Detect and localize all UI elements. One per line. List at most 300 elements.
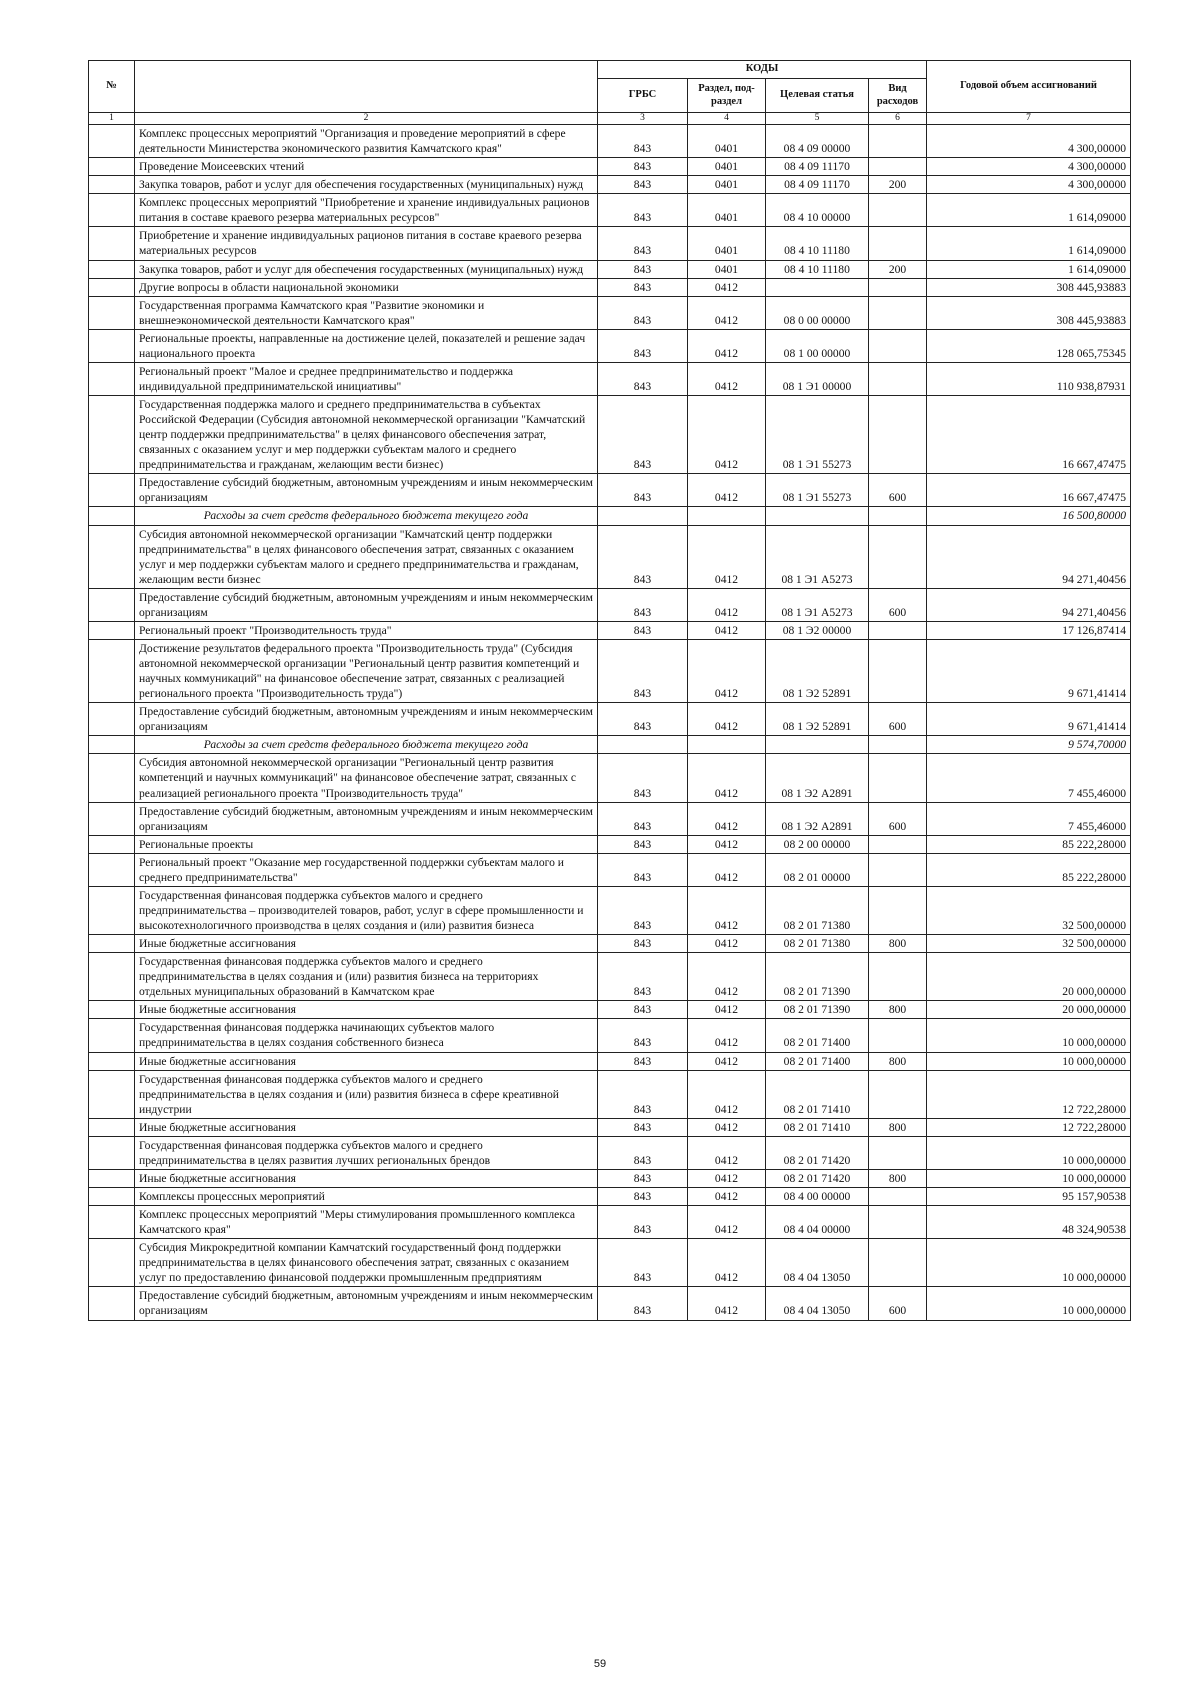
cell-section: 0412 — [688, 1239, 766, 1287]
table-row — [89, 296, 1131, 329]
column-number: 6 — [869, 113, 927, 125]
cell-name: Закупка товаров, работ и услуг для обеспечения государственных (муниципальных) нужд — [135, 260, 598, 278]
table-row — [89, 525, 1131, 588]
cell-exp-type — [869, 1206, 927, 1239]
cell-exp-type: 600 — [869, 703, 927, 736]
cell-name: Предоставление субсидий бюджетным, автономным учреждениям и иным некоммерческим организациям — [135, 588, 598, 621]
header-exp-type: Вид расходов — [869, 79, 927, 113]
table-row — [89, 227, 1131, 260]
cell-no — [89, 886, 135, 934]
cell-exp-type — [869, 853, 927, 886]
table-row — [89, 853, 1131, 886]
cell-name: Иные бюджетные ассигнования — [135, 935, 598, 953]
cell-section: 0412 — [688, 802, 766, 835]
cell-target: 08 2 01 71400 — [766, 1019, 869, 1052]
table-row — [89, 1118, 1131, 1136]
cell-target: 08 2 01 71380 — [766, 886, 869, 934]
cell-section — [688, 507, 766, 525]
cell-grbs: 843 — [598, 588, 688, 621]
cell-target: 08 2 01 71390 — [766, 953, 869, 1001]
budget-table — [88, 60, 1131, 1321]
cell-amount: 16 500,80000 — [927, 507, 1131, 525]
cell-target: 08 1 Э1 55273 — [766, 474, 869, 507]
cell-no — [89, 1001, 135, 1019]
cell-section: 0412 — [688, 853, 766, 886]
table-row — [89, 125, 1131, 158]
cell-target: 08 1 Э1 А5273 — [766, 588, 869, 621]
cell-grbs: 843 — [598, 1169, 688, 1187]
cell-no — [89, 329, 135, 362]
cell-amount: 16 667,47475 — [927, 396, 1131, 474]
cell-amount: 10 000,00000 — [927, 1052, 1131, 1070]
cell-grbs: 843 — [598, 1052, 688, 1070]
table-row — [89, 1019, 1131, 1052]
cell-exp-type — [869, 736, 927, 754]
cell-amount: 85 222,28000 — [927, 835, 1131, 853]
cell-section: 0412 — [688, 1287, 766, 1320]
cell-amount: 10 000,00000 — [927, 1287, 1131, 1320]
table-row — [89, 639, 1131, 702]
cell-grbs: 843 — [598, 802, 688, 835]
cell-name: Комплекс процессных мероприятий "Меры стимулирования промышленного комплекса Камчатского края" — [135, 1206, 598, 1239]
cell-exp-type — [869, 296, 927, 329]
table-row — [89, 1001, 1131, 1019]
cell-no — [89, 176, 135, 194]
cell-grbs: 843 — [598, 1188, 688, 1206]
cell-grbs: 843 — [598, 329, 688, 362]
cell-target: 08 2 00 00000 — [766, 835, 869, 853]
cell-no — [89, 1052, 135, 1070]
cell-amount: 85 222,28000 — [927, 853, 1131, 886]
cell-amount: 1 614,09000 — [927, 194, 1131, 227]
cell-exp-type: 800 — [869, 1001, 927, 1019]
cell-exp-type: 800 — [869, 935, 927, 953]
cell-target: 08 4 00 00000 — [766, 1188, 869, 1206]
cell-no — [89, 260, 135, 278]
cell-no — [89, 507, 135, 525]
cell-name: Комплекс процессных мероприятий "Приобретение и хранение индивидуальных рационов питания в составе краевого резерва материальных ресурсов" — [135, 194, 598, 227]
cell-grbs: 843 — [598, 396, 688, 474]
cell-grbs: 843 — [598, 1118, 688, 1136]
cell-grbs: 843 — [598, 639, 688, 702]
cell-section: 0412 — [688, 639, 766, 702]
cell-no — [89, 362, 135, 395]
cell-no — [89, 1239, 135, 1287]
column-number: 7 — [927, 113, 1131, 125]
cell-amount: 32 500,00000 — [927, 935, 1131, 953]
cell-target: 08 1 Э2 52891 — [766, 639, 869, 702]
cell-grbs: 843 — [598, 1001, 688, 1019]
cell-grbs: 843 — [598, 176, 688, 194]
cell-amount: 10 000,00000 — [927, 1239, 1131, 1287]
cell-target: 08 4 10 11180 — [766, 227, 869, 260]
cell-section: 0412 — [688, 278, 766, 296]
cell-target: 08 1 00 00000 — [766, 329, 869, 362]
cell-section: 0412 — [688, 1070, 766, 1118]
cell-target: 08 1 Э2 А2891 — [766, 754, 869, 802]
table-row — [89, 194, 1131, 227]
cell-section: 0412 — [688, 588, 766, 621]
cell-exp-type — [869, 621, 927, 639]
cell-amount: 1 614,09000 — [927, 260, 1131, 278]
cell-grbs: 843 — [598, 835, 688, 853]
cell-exp-type — [869, 1239, 927, 1287]
cell-name: Расходы за счет средств федерального бюджета текущего года — [135, 736, 598, 754]
cell-name: Другие вопросы в области национальной экономики — [135, 278, 598, 296]
cell-target: 08 1 Э2 52891 — [766, 703, 869, 736]
cell-grbs: 843 — [598, 754, 688, 802]
table-row — [89, 935, 1131, 953]
cell-name: Комплексы процессных мероприятий — [135, 1188, 598, 1206]
cell-exp-type — [869, 362, 927, 395]
cell-target — [766, 278, 869, 296]
table-row — [89, 621, 1131, 639]
cell-target: 08 4 09 00000 — [766, 125, 869, 158]
cell-grbs: 843 — [598, 296, 688, 329]
cell-target: 08 4 10 00000 — [766, 194, 869, 227]
cell-name: Региональный проект "Малое и среднее предпринимательство и поддержка индивидуальной предпринимательской инициативы" — [135, 362, 598, 395]
cell-name: Комплекс процессных мероприятий "Организация и проведение мероприятий в сфере деятельности Министерства экономического развития Камчатского края" — [135, 125, 598, 158]
cell-amount: 12 722,28000 — [927, 1118, 1131, 1136]
cell-grbs: 843 — [598, 1019, 688, 1052]
cell-amount: 128 065,75345 — [927, 329, 1131, 362]
cell-amount: 48 324,90538 — [927, 1206, 1131, 1239]
cell-section: 0412 — [688, 953, 766, 1001]
cell-amount: 308 445,93883 — [927, 296, 1131, 329]
table-row — [89, 362, 1131, 395]
cell-no — [89, 1118, 135, 1136]
cell-name: Иные бюджетные ассигнования — [135, 1169, 598, 1187]
cell-section: 0412 — [688, 935, 766, 953]
cell-name: Государственная финансовая поддержка субъектов малого и среднего предпринимательства в целях создания и (или) развития бизнеса на территориях отдельных муниципальных образований в Камчатском крае — [135, 953, 598, 1001]
cell-section: 0412 — [688, 1169, 766, 1187]
cell-no — [89, 396, 135, 474]
cell-amount: 110 938,87931 — [927, 362, 1131, 395]
cell-grbs: 843 — [598, 194, 688, 227]
cell-name: Иные бюджетные ассигнования — [135, 1118, 598, 1136]
cell-amount: 9 574,70000 — [927, 736, 1131, 754]
cell-exp-type: 600 — [869, 802, 927, 835]
cell-amount: 10 000,00000 — [927, 1169, 1131, 1187]
cell-section: 0412 — [688, 1052, 766, 1070]
cell-amount: 4 300,00000 — [927, 125, 1131, 158]
cell-section: 0401 — [688, 227, 766, 260]
table-row — [89, 329, 1131, 362]
cell-grbs: 843 — [598, 125, 688, 158]
cell-no — [89, 639, 135, 702]
cell-grbs: 843 — [598, 278, 688, 296]
cell-no — [89, 296, 135, 329]
cell-target: 08 1 Э1 00000 — [766, 362, 869, 395]
cell-exp-type — [869, 158, 927, 176]
cell-amount: 7 455,46000 — [927, 802, 1131, 835]
header-annual: Годовой объем ассигнований — [927, 61, 1131, 113]
column-number: 2 — [135, 113, 598, 125]
cell-name: Субсидия Микрокредитной компании Камчатский государственный фонд поддержки предпринимательства в целях финансового обеспечения затрат, связанных с оказанием услуг по предоставлению финансовой поддержки промышленным предприятиям — [135, 1239, 598, 1287]
cell-no — [89, 802, 135, 835]
cell-no — [89, 1287, 135, 1320]
cell-name: Государственная финансовая поддержка субъектов малого и среднего предпринимательства – производителей товаров, работ, услуг в сфере промышленности и высокотехнологичного производства в целях создания и (или) развития бизнеса — [135, 886, 598, 934]
cell-no — [89, 194, 135, 227]
cell-exp-type — [869, 1188, 927, 1206]
cell-exp-type: 800 — [869, 1052, 927, 1070]
cell-grbs: 843 — [598, 474, 688, 507]
cell-no — [89, 1070, 135, 1118]
table-row — [89, 1239, 1131, 1287]
cell-amount: 7 455,46000 — [927, 754, 1131, 802]
table-row — [89, 176, 1131, 194]
cell-exp-type — [869, 396, 927, 474]
cell-amount: 9 671,41414 — [927, 703, 1131, 736]
cell-name: Приобретение и хранение индивидуальных рационов питания в составе краевого резерва материальных ресурсов — [135, 227, 598, 260]
cell-name: Проведение Моисеевских чтений — [135, 158, 598, 176]
cell-exp-type: 800 — [869, 1118, 927, 1136]
table-row — [89, 1188, 1131, 1206]
cell-no — [89, 953, 135, 1001]
table-row — [89, 474, 1131, 507]
cell-amount: 10 000,00000 — [927, 1019, 1131, 1052]
cell-name: Закупка товаров, работ и услуг для обеспечения государственных (муниципальных) нужд — [135, 176, 598, 194]
cell-no — [89, 935, 135, 953]
cell-exp-type — [869, 1070, 927, 1118]
column-number: 3 — [598, 113, 688, 125]
cell-no — [89, 1136, 135, 1169]
cell-amount: 9 671,41414 — [927, 639, 1131, 702]
cell-section: 0412 — [688, 396, 766, 474]
column-number: 1 — [89, 113, 135, 125]
cell-exp-type — [869, 329, 927, 362]
cell-name: Региональный проект "Оказание мер государственной поддержки субъектам малого и среднего предпринимательства" — [135, 853, 598, 886]
table-row — [89, 588, 1131, 621]
cell-target: 08 4 04 00000 — [766, 1206, 869, 1239]
cell-name: Предоставление субсидий бюджетным, автономным учреждениям и иным некоммерческим организациям — [135, 703, 598, 736]
cell-section — [688, 736, 766, 754]
cell-no — [89, 703, 135, 736]
page-number: 59 — [593, 1658, 607, 1670]
cell-target: 08 2 01 71390 — [766, 1001, 869, 1019]
cell-grbs: 843 — [598, 158, 688, 176]
cell-amount: 308 445,93883 — [927, 278, 1131, 296]
cell-name: Государственная финансовая поддержка начинающих субъектов малого предпринимательства в целях создания собственного бизнеса — [135, 1019, 598, 1052]
cell-grbs: 843 — [598, 953, 688, 1001]
table-row — [89, 1052, 1131, 1070]
cell-section: 0401 — [688, 194, 766, 227]
cell-amount: 32 500,00000 — [927, 886, 1131, 934]
cell-section: 0412 — [688, 1118, 766, 1136]
cell-exp-type — [869, 1019, 927, 1052]
cell-section: 0401 — [688, 125, 766, 158]
federal-budget-row — [89, 736, 1131, 754]
cell-exp-type — [869, 835, 927, 853]
cell-target: 08 2 01 71400 — [766, 1052, 869, 1070]
cell-target: 08 2 01 71410 — [766, 1118, 869, 1136]
cell-section: 0401 — [688, 260, 766, 278]
cell-grbs: 843 — [598, 886, 688, 934]
cell-target: 08 1 Э2 А2891 — [766, 802, 869, 835]
cell-name: Достижение результатов федерального проекта "Производительность труда" (Субсидия автономной некоммерческой организации "Региональный центр развития компетенций и научных коммуникаций" на финансовое обеспечение затрат, связанных с реализацией регионального проекта "Производительность труда") — [135, 639, 598, 702]
cell-exp-type: 200 — [869, 260, 927, 278]
cell-amount: 95 157,90538 — [927, 1188, 1131, 1206]
cell-no — [89, 1169, 135, 1187]
cell-section: 0401 — [688, 176, 766, 194]
cell-target: 08 2 01 71380 — [766, 935, 869, 953]
cell-amount: 17 126,87414 — [927, 621, 1131, 639]
cell-target: 08 2 01 71420 — [766, 1136, 869, 1169]
cell-amount: 16 667,47475 — [927, 474, 1131, 507]
cell-exp-type — [869, 227, 927, 260]
cell-no — [89, 853, 135, 886]
cell-no — [89, 736, 135, 754]
column-number: 4 — [688, 113, 766, 125]
cell-grbs: 843 — [598, 260, 688, 278]
cell-grbs — [598, 736, 688, 754]
cell-section: 0412 — [688, 474, 766, 507]
cell-grbs: 843 — [598, 1070, 688, 1118]
cell-target: 08 4 04 13050 — [766, 1239, 869, 1287]
cell-section: 0412 — [688, 1019, 766, 1052]
cell-target: 08 4 09 11170 — [766, 176, 869, 194]
table-row — [89, 278, 1131, 296]
cell-name: Субсидия автономной некоммерческой организации "Камчатский центр поддержки предпринимательства" в целях финансового обеспечения затрат, связанных с оказанием услуг и мер поддержки субъектам малого и среднего предпринимательства и гражданам, желающим вести бизнес — [135, 525, 598, 588]
cell-amount: 20 000,00000 — [927, 953, 1131, 1001]
cell-section: 0412 — [688, 362, 766, 395]
federal-budget-row — [89, 507, 1131, 525]
cell-name: Региональные проекты — [135, 835, 598, 853]
cell-name: Государственная поддержка малого и среднего предпринимательства в субъектах Российской Федерации (Субсидия автономной некоммерческой организации "Камчатский центр поддержки предпринимательства" в целях финансового обеспечения затрат, связанных с оказанием услуг и мер поддержки субъектам малого и среднего предпринимательства и гражданам, желающим вести бизнес) — [135, 396, 598, 474]
table-row — [89, 1287, 1131, 1320]
cell-exp-type — [869, 507, 927, 525]
table-row — [89, 1206, 1131, 1239]
cell-section: 0412 — [688, 754, 766, 802]
cell-target — [766, 507, 869, 525]
cell-grbs: 843 — [598, 703, 688, 736]
column-number: 5 — [766, 113, 869, 125]
cell-no — [89, 1188, 135, 1206]
cell-target: 08 1 Э1 55273 — [766, 396, 869, 474]
cell-grbs: 843 — [598, 853, 688, 886]
cell-section: 0401 — [688, 158, 766, 176]
table-row — [89, 953, 1131, 1001]
cell-exp-type: 800 — [869, 1169, 927, 1187]
cell-target: 08 4 04 13050 — [766, 1287, 869, 1320]
table-row — [89, 754, 1131, 802]
cell-grbs: 843 — [598, 935, 688, 953]
cell-no — [89, 1019, 135, 1052]
cell-no — [89, 158, 135, 176]
table-row — [89, 158, 1131, 176]
table-row — [89, 886, 1131, 934]
cell-target — [766, 736, 869, 754]
cell-exp-type — [869, 125, 927, 158]
table-row — [89, 260, 1131, 278]
header-name — [135, 61, 598, 113]
cell-amount: 94 271,40456 — [927, 588, 1131, 621]
table-body — [89, 125, 1131, 1321]
cell-name: Региональный проект "Производительность труда" — [135, 621, 598, 639]
cell-grbs: 843 — [598, 525, 688, 588]
cell-section: 0412 — [688, 296, 766, 329]
cell-exp-type — [869, 953, 927, 1001]
cell-target: 08 1 Э2 00000 — [766, 621, 869, 639]
cell-section: 0412 — [688, 835, 766, 853]
header-no: № — [89, 61, 135, 113]
cell-no — [89, 621, 135, 639]
table-row — [89, 396, 1131, 474]
table-row — [89, 1169, 1131, 1187]
cell-name: Государственная программа Камчатского края "Развитие экономики и внешнеэкономической деятельности Камчатского края" — [135, 296, 598, 329]
cell-no — [89, 278, 135, 296]
cell-name: Предоставление субсидий бюджетным, автономным учреждениям и иным некоммерческим организациям — [135, 474, 598, 507]
cell-amount: 4 300,00000 — [927, 158, 1131, 176]
cell-amount: 1 614,09000 — [927, 227, 1131, 260]
cell-section: 0412 — [688, 1136, 766, 1169]
cell-amount: 94 271,40456 — [927, 525, 1131, 588]
cell-no — [89, 525, 135, 588]
header-section: Раздел, под-раздел — [688, 79, 766, 113]
cell-section: 0412 — [688, 1188, 766, 1206]
cell-exp-type: 600 — [869, 1287, 927, 1320]
cell-amount: 10 000,00000 — [927, 1136, 1131, 1169]
table-row — [89, 802, 1131, 835]
cell-target: 08 2 01 71420 — [766, 1169, 869, 1187]
cell-exp-type — [869, 639, 927, 702]
cell-name: Государственная финансовая поддержка субъектов малого и среднего предпринимательства в целях создания и (или) развития бизнеса в сфере креативной индустрии — [135, 1070, 598, 1118]
cell-exp-type — [869, 278, 927, 296]
cell-section: 0412 — [688, 703, 766, 736]
cell-section: 0412 — [688, 621, 766, 639]
table-row — [89, 703, 1131, 736]
header-codes: КОДЫ — [598, 61, 927, 79]
cell-no — [89, 754, 135, 802]
cell-name: Расходы за счет средств федерального бюджета текущего года — [135, 507, 598, 525]
cell-target: 08 4 09 11170 — [766, 158, 869, 176]
cell-name: Иные бюджетные ассигнования — [135, 1001, 598, 1019]
cell-no — [89, 1206, 135, 1239]
table-header — [89, 61, 1131, 125]
cell-name: Предоставление субсидий бюджетным, автономным учреждениям и иным некоммерческим организациям — [135, 802, 598, 835]
cell-section: 0412 — [688, 1001, 766, 1019]
cell-grbs: 843 — [598, 1287, 688, 1320]
budget-sheet — [88, 60, 1131, 1321]
cell-exp-type — [869, 1136, 927, 1169]
cell-grbs: 843 — [598, 1206, 688, 1239]
cell-no — [89, 835, 135, 853]
cell-exp-type — [869, 194, 927, 227]
cell-target: 08 4 10 11180 — [766, 260, 869, 278]
cell-no — [89, 227, 135, 260]
header-target: Целевая статья — [766, 79, 869, 113]
cell-grbs: 843 — [598, 227, 688, 260]
cell-section: 0412 — [688, 525, 766, 588]
table-row — [89, 835, 1131, 853]
cell-target: 08 2 01 71410 — [766, 1070, 869, 1118]
cell-target: 08 1 Э1 А5273 — [766, 525, 869, 588]
cell-target: 08 2 01 00000 — [766, 853, 869, 886]
cell-exp-type: 200 — [869, 176, 927, 194]
cell-name: Предоставление субсидий бюджетным, автономным учреждениям и иным некоммерческим организациям — [135, 1287, 598, 1320]
cell-exp-type — [869, 886, 927, 934]
cell-exp-type: 600 — [869, 474, 927, 507]
cell-amount: 20 000,00000 — [927, 1001, 1131, 1019]
cell-exp-type — [869, 754, 927, 802]
cell-section: 0412 — [688, 886, 766, 934]
cell-no — [89, 588, 135, 621]
cell-grbs: 843 — [598, 1239, 688, 1287]
cell-grbs: 843 — [598, 362, 688, 395]
cell-amount: 12 722,28000 — [927, 1070, 1131, 1118]
table-row — [89, 1136, 1131, 1169]
cell-grbs: 843 — [598, 621, 688, 639]
